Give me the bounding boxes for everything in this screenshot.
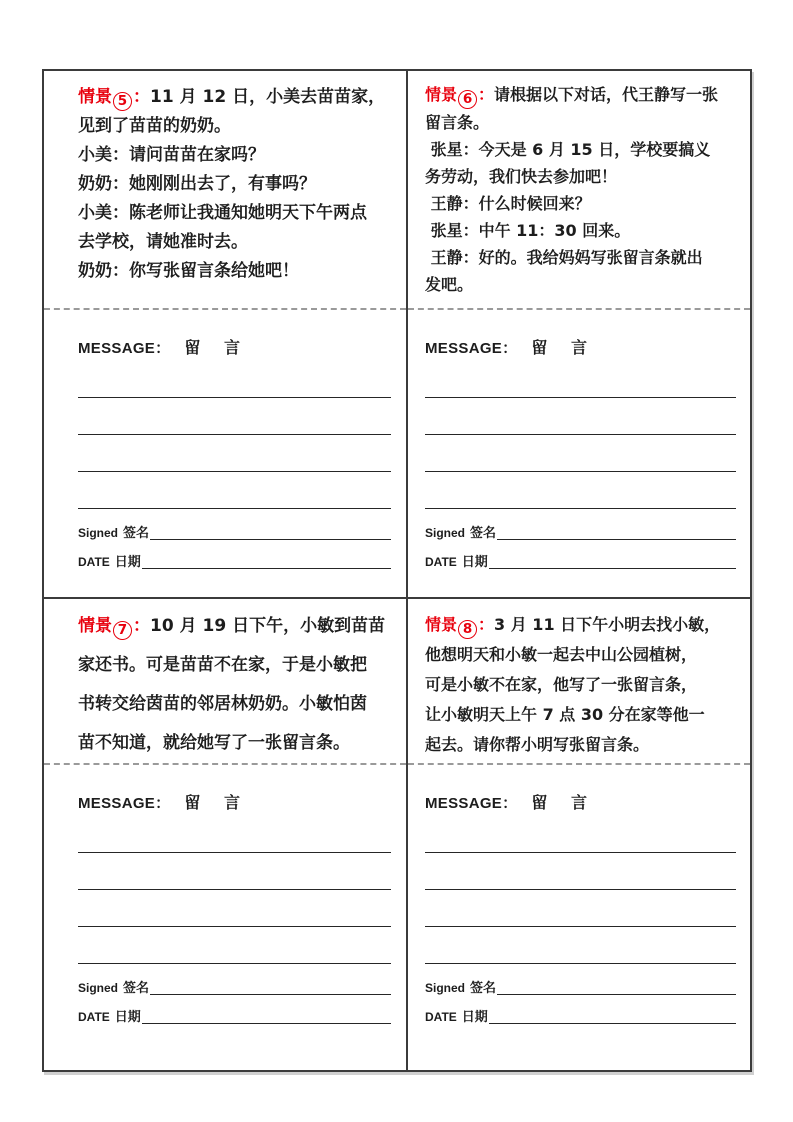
date-label-en: DATE — [78, 1010, 110, 1024]
scenario-line: 可是小敏不在家，他写了一张留言条， — [425, 675, 698, 694]
signed-label-cn: 签名 — [470, 981, 497, 996]
date-label-cn: 日期 — [461, 1010, 488, 1025]
signed-label-en: Signed — [425, 981, 466, 995]
signed-label-cn: 签名 — [123, 526, 150, 541]
message-writing-line — [78, 853, 391, 890]
message-heading — [425, 791, 736, 816]
date-row — [425, 554, 736, 571]
scenario-line: 他想明天和小敏一起去中山公园植树， — [425, 645, 698, 664]
message-label-cn: 留 言 — [184, 338, 249, 357]
message-form — [44, 765, 406, 1070]
message-label-en: MESSAGE： — [425, 795, 518, 812]
circled-number-icon: 6 — [458, 90, 477, 109]
signed-row — [425, 980, 736, 997]
scenario-line: 让小敏明天上午 7 点 30 分在家等他一 — [425, 705, 705, 724]
message-writing-line — [78, 472, 391, 509]
message-writing-line — [425, 890, 736, 927]
signed-blank — [150, 539, 391, 540]
message-writing-line — [78, 927, 391, 964]
scenario-line: 小美：请问苗苗在家吗？ — [78, 145, 265, 165]
message-heading — [78, 336, 391, 361]
scenario-line: 留言条。 — [425, 113, 490, 133]
message-label-cn: 留 言 — [184, 793, 249, 812]
circled-number-icon: 8 — [458, 620, 477, 639]
message-label-cn: 留 言 — [531, 793, 596, 812]
scenario-card-7 — [44, 597, 406, 1070]
message-label-en: MESSAGE： — [425, 340, 518, 357]
message-writing-line — [425, 435, 736, 472]
scenario-text-7 — [44, 599, 406, 763]
date-blank — [489, 1023, 736, 1024]
scenario-label: 情景 6 ： — [425, 85, 494, 104]
message-writing-line — [78, 398, 391, 435]
signed-label-cn: 签名 — [123, 981, 150, 996]
date-row — [78, 1009, 391, 1026]
signed-blank — [497, 994, 736, 995]
message-writing-line — [425, 472, 736, 509]
date-label-en: DATE — [425, 1010, 457, 1024]
message-heading — [78, 791, 391, 816]
scenario-line: 起去。请你帮小明写张留言条。 — [425, 735, 650, 754]
message-writing-line — [78, 361, 391, 398]
scenario-table — [42, 69, 752, 1072]
message-label-en: MESSAGE： — [78, 795, 171, 812]
scenario-line: 家还书。可是苗苗不在家，于是小敏把 — [78, 655, 367, 675]
signed-blank — [497, 539, 736, 540]
scenario-card-8 — [406, 597, 750, 1070]
date-label-cn: 日期 — [461, 555, 488, 570]
date-row — [425, 1009, 736, 1026]
scenario-text-8 — [408, 599, 750, 763]
scenario-card-6 — [406, 71, 750, 597]
date-row — [78, 554, 391, 571]
message-writing-line — [425, 927, 736, 964]
message-form — [408, 310, 750, 597]
message-writing-line — [425, 816, 736, 853]
scenario-line: 王静：好的。我给妈妈写张留言条就出 — [425, 248, 703, 268]
circled-number-icon: 5 — [113, 92, 132, 111]
message-writing-line — [78, 435, 391, 472]
scenario-label: 情景 5 ： — [78, 87, 150, 107]
scenario-line: 发吧。 — [425, 275, 474, 295]
scenario-line: 见到了苗苗的奶奶。 — [78, 116, 231, 136]
scenario-text-6 — [408, 71, 750, 308]
scenario-line: 小美：陈老师让我通知她明天下午两点 — [78, 203, 367, 223]
message-writing-line — [78, 816, 391, 853]
message-writing-line — [425, 361, 736, 398]
scenario-line: 张星：今天是 6 月 15 日，学校要搞义 — [425, 140, 711, 160]
signed-label-en: Signed — [425, 526, 466, 540]
message-writing-line — [78, 890, 391, 927]
message-label-cn: 留 言 — [531, 338, 596, 357]
scenario-label: 情景 7 ： — [78, 616, 150, 636]
signed-blank — [150, 994, 391, 995]
scenario-line: 情景 7 ：10 月 19 日下午，小敏到苗苗 — [78, 607, 391, 646]
date-blank — [142, 568, 391, 569]
message-writing-line — [425, 398, 736, 435]
scenario-line: 书转交给茵苗的邻居林奶奶。小敏怕茵 — [78, 694, 367, 714]
signed-label-cn: 签名 — [470, 526, 497, 541]
message-label-en: MESSAGE： — [78, 340, 171, 357]
scenario-line: 王静：什么时候回来？ — [425, 194, 591, 214]
scenario-line: 苗不知道，就给她写了一张留言条。 — [78, 733, 350, 753]
signed-row — [78, 525, 391, 542]
signed-row — [425, 525, 736, 542]
circled-number-icon: 7 — [113, 621, 132, 640]
date-blank — [489, 568, 736, 569]
signed-label-en: Signed — [78, 981, 119, 995]
date-label-en: DATE — [425, 555, 457, 569]
scenario-line: 情景 5 ：11 月 12 日，小美去苗苗家， — [78, 83, 391, 112]
scenario-line: 奶奶：你写张留言条给她吧！ — [78, 261, 299, 281]
scenario-text-5 — [44, 71, 406, 308]
date-blank — [142, 1023, 391, 1024]
scenario-line: 务劳动，我们快去参加吧！ — [425, 167, 618, 187]
scenario-line: 张星：中午 11：30 回来。 — [425, 221, 631, 241]
date-label-cn: 日期 — [114, 555, 141, 570]
message-heading — [425, 336, 736, 361]
date-label-cn: 日期 — [114, 1010, 141, 1025]
message-form — [408, 765, 750, 1070]
signed-row — [78, 980, 391, 997]
signed-label-en: Signed — [78, 526, 119, 540]
scenario-card-5 — [44, 71, 406, 597]
scenario-line: 情景 8 ：3 月 11 日下午小明去找小敏， — [425, 610, 736, 640]
scenario-label: 情景 8 ： — [425, 615, 494, 634]
scenario-line: 情景 6 ：请根据以下对话，代王静写一张 — [425, 81, 736, 109]
scenario-line: 去学校，请她准时去。 — [78, 232, 248, 252]
message-writing-line — [425, 853, 736, 890]
scenario-line: 奶奶：她刚刚出去了，有事吗？ — [78, 174, 316, 194]
message-form — [44, 310, 406, 597]
date-label-en: DATE — [78, 555, 110, 569]
